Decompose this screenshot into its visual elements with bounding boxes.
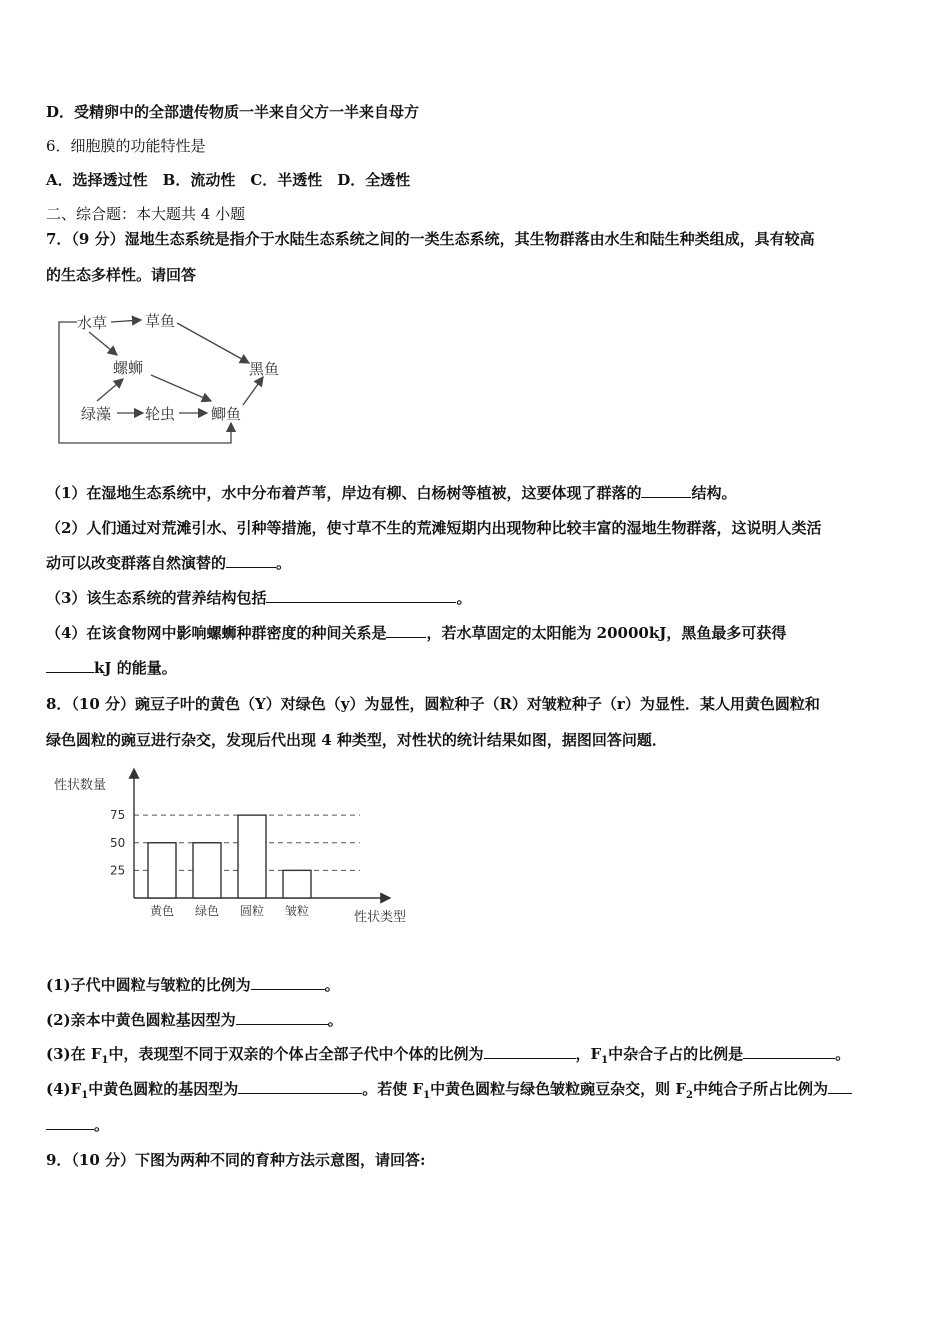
bar-3 [238,815,266,898]
q7-sub1: （1）在湿地生态系统中，水中分布着芦苇，岸边有柳、白杨树等植被，这要体现了群落的 结构。 [46,484,737,502]
q6-options: A．选择透过性 B．流动性 C．半透性 D．全透性 [46,171,411,189]
q7-sub2-line1: （2）人们通过对荒滩引水、引种等措施，使寸草不生的荒滩短期内出现物种比较丰富的湿地生物群落，这说明人类活 [46,519,822,537]
node-jiyu: 鲫鱼 [211,405,242,423]
q8-stem-line1: 8．（10 分）豌豆子叶的黄色（Y）对绿色（y）为显性，圆粒种子（R）对皱粒种子（r）为显性．某人用黄色圆粒和 [46,695,820,713]
node-heiyu: 黑鱼 [249,360,280,378]
q7-stem-line1: 7．（9 分）湿地生态系统是指介于水陆生态系统之间的一类生态系统，其生物群落由水生和陆生种类组成，具有较高 [46,230,815,248]
bar-2 [193,843,221,898]
q8-sub2: (2)亲本中黄色圆粒基因型为 。 [46,1011,343,1029]
q7-sub3: （3）该生态系统的营养结构包括 。 [46,589,472,607]
bar-4 [283,870,311,898]
node-shuicao: 水草 [77,314,108,332]
arrow-shuicao-caoyu [111,320,141,322]
x-category-label: 黄色 [149,904,175,918]
foodweb-loop-line [59,322,231,443]
q9-stem: 9．（10 分）下图为两种不同的育种方法示意图，请回答: [46,1151,426,1169]
arrow-jiyu-heiyu [243,377,263,405]
x-category-label: 圆粒 [239,904,265,918]
node-lvzao: 绿藻 [81,405,112,423]
q8-stem-line2: 绿色圆粒的豌豆进行杂交，发现后代出现 4 种类型，对性状的统计结果如图，据图回答问题． [46,731,667,749]
x-category-label: 皱粒 [284,904,310,918]
node-lunchong: 轮虫 [145,405,176,423]
q8-sub1: (1)子代中圆粒与皱粒的比例为 。 [46,976,340,994]
arrow-caoyu-heiyu [177,323,249,363]
q8-sub4-line2: 。 [46,1115,109,1135]
y-tick-label: 75 [110,808,126,823]
q7-sub4-line2: kJ 的能量。 [46,658,177,678]
node-caoyu: 草鱼 [145,312,176,330]
q7-foodweb-diagram [55,305,305,450]
q5-option-d: D．受精卵中的全部遗传物质一半来自父方一半来自母方 [46,103,420,121]
chart-xlabel: 性状类型 [354,910,407,925]
q7-sub2-line2: 动可以改变群落自然演替的 。 [46,554,292,572]
x-category-label: 绿色 [194,904,220,918]
section2-header: 二、综合题：本大题共 4 小题 [46,205,246,223]
y-tick-label: 25 [110,863,126,878]
q7-stem-line2: 的生态多样性。请回答 [46,266,197,284]
chart-ylabel: 性状数量 [54,778,107,793]
arrow-luosi-jiyu [151,375,211,401]
q8-sub4-line1: $(4)F_1$中黄色圆粒的基因型为 。若使 $F_1$中黄色圆粒与绿色皱粒豌豆杂交，则 $F_2$中纯合子所占比例为 [46,1079,852,1106]
y-tick-label: 50 [110,835,126,850]
arrow-lvzao-luosi [97,379,123,401]
q6-stem: 6．细胞膜的功能特性是 [46,137,206,155]
node-luosi: 螺蛳 [113,359,144,377]
q8-sub3: (3)在 $F_1$中，表现型不同于双亲的个体占全部子代中个体的比例为 ，$F_1$中杂合子占的比例是 。 [46,1045,851,1066]
q8-bar-chart [50,765,430,935]
q7-sub4-line1: （4）在该食物网中影响螺蛳种群密度的种间关系是 ，若水草固定的太阳能为 20000kJ，黑鱼最多可获得 [46,624,787,642]
bar-1 [148,843,176,898]
arrow-shuicao-luosi [89,332,117,355]
